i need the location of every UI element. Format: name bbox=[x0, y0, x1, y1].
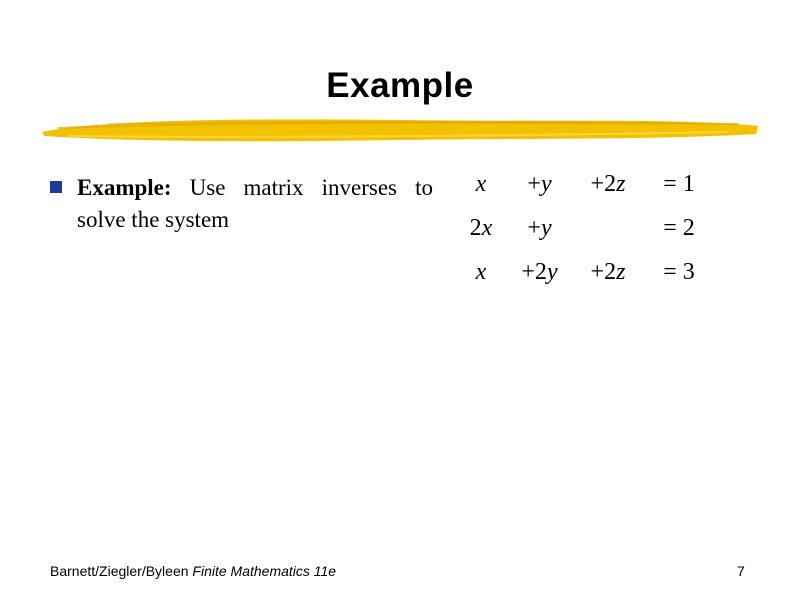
equation-term bbox=[507, 215, 572, 242]
equation-term bbox=[455, 259, 507, 286]
footer-book-title: Finite Mathematics 11e bbox=[192, 563, 337, 579]
term-variable: x bbox=[475, 170, 487, 197]
equation-system bbox=[455, 162, 714, 294]
equation-term bbox=[455, 215, 507, 242]
term-sign-coef: +2 bbox=[521, 258, 547, 285]
equation-rhs: = 3 bbox=[663, 258, 695, 285]
bullet-item bbox=[50, 172, 440, 236]
page-number: 7 bbox=[737, 563, 745, 579]
square-bullet-icon bbox=[50, 181, 62, 193]
term-sign-coef: +2 bbox=[590, 258, 617, 285]
equation-rhs: = 2 bbox=[663, 214, 695, 241]
footer-citation bbox=[50, 563, 336, 579]
term-variable: z bbox=[616, 170, 626, 197]
equation-term bbox=[507, 171, 572, 198]
equation-term bbox=[455, 171, 507, 198]
equation-term bbox=[572, 259, 644, 286]
term-variable: x bbox=[475, 258, 487, 285]
term-sign-coef: +2 bbox=[590, 170, 617, 197]
term-variable: x bbox=[481, 214, 493, 241]
footer-authors: Barnett/Ziegler/Byleen bbox=[50, 563, 193, 579]
term-variable: y bbox=[540, 170, 552, 197]
bullet-text bbox=[77, 172, 433, 236]
bullet-label: Example: bbox=[77, 175, 172, 200]
equation-term bbox=[507, 259, 572, 286]
term-sign-coef: + bbox=[527, 170, 541, 197]
bullet-body: Use matrix inverses to solve the system bbox=[77, 175, 433, 232]
term-variable: y bbox=[546, 258, 558, 285]
term-sign-coef: 2 bbox=[469, 214, 482, 241]
title-underline-brushstroke bbox=[38, 112, 762, 146]
equation-rhs: = 1 bbox=[663, 170, 695, 197]
equation-term bbox=[572, 171, 644, 198]
term-variable: y bbox=[540, 214, 552, 241]
term-sign-coef: + bbox=[527, 214, 541, 241]
term-variable: z bbox=[616, 258, 626, 285]
slide-title: Example bbox=[326, 66, 474, 105]
